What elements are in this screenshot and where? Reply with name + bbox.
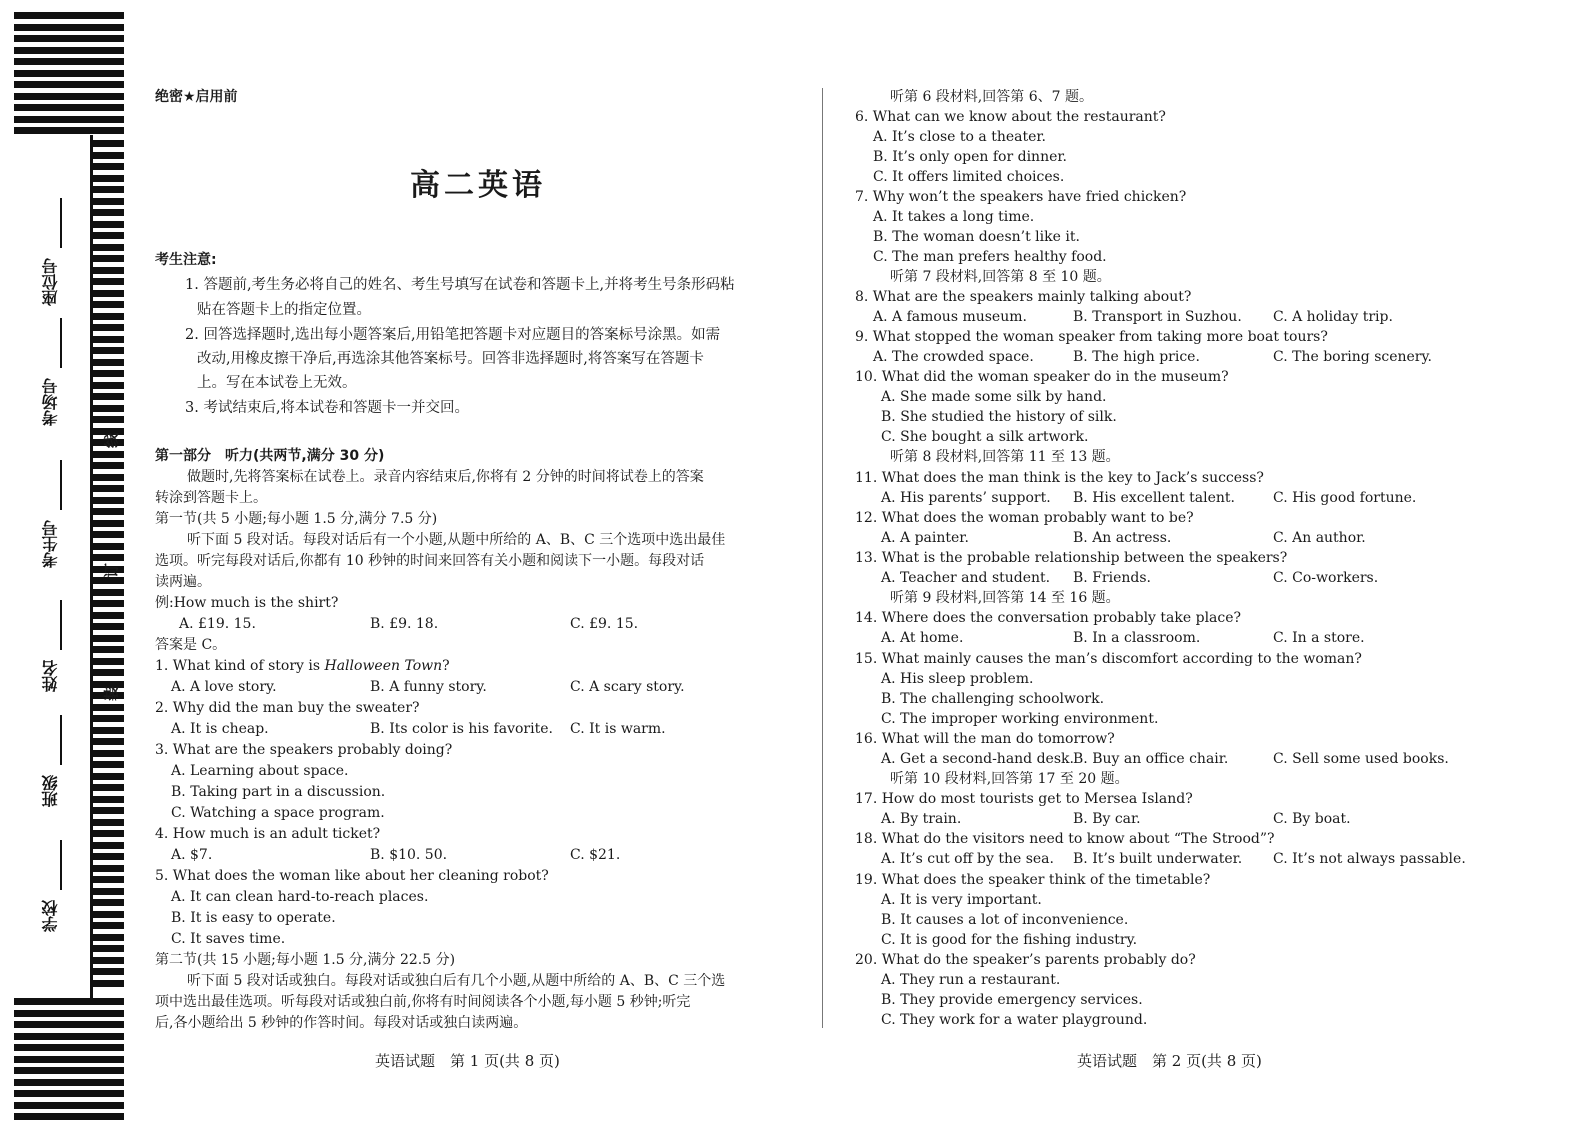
- binding-field-line: [60, 600, 62, 650]
- option-line: A. The crowded space.: [873, 349, 1034, 365]
- barcode-bar: [92, 186, 124, 193]
- part1-heading: 第一部分 听力(共两节,满分 30 分): [155, 448, 385, 464]
- barcode-bar: [92, 807, 124, 814]
- barcode-bar: [92, 784, 124, 791]
- barcode-bar: [14, 1044, 124, 1051]
- binding-mark: 装: [102, 686, 121, 702]
- section2-intro-1: 听下面 5 段对话或独白。每段对话或独白后有几个小题,从题中所给的 A、B、C 三个选: [187, 973, 726, 989]
- option-line: C. His good fortune.: [1273, 490, 1417, 506]
- barcode-bar: [92, 416, 124, 423]
- q5-option-c: C. It saves time.: [171, 931, 286, 947]
- option-line: B. Transport in Suzhou.: [1073, 309, 1242, 325]
- option-line: C. In a store.: [1273, 630, 1365, 646]
- example-option-c: C. £9. 15.: [570, 616, 639, 632]
- option-line: C. It’s not always passable.: [1273, 851, 1466, 867]
- barcode-bar: [92, 451, 124, 458]
- q5-option-a: A. It can clean hard-to-reach places.: [171, 889, 429, 905]
- barcode-bar: [92, 152, 124, 159]
- barcode-bar: [92, 922, 124, 929]
- option-line: B. Friends.: [1073, 570, 1151, 586]
- material-heading: 听第 7 段材料,回答第 8 至 10 题。: [890, 269, 1111, 285]
- question-1-pre: 1. What kind of story is: [155, 658, 325, 674]
- option-line: C. An author.: [1273, 530, 1366, 546]
- barcode-bar: [92, 773, 124, 780]
- barcode-bar: [92, 336, 124, 343]
- option-line: C. The man prefers healthy food.: [873, 249, 1107, 265]
- option-line: B. In a classroom.: [1073, 630, 1201, 646]
- barcode-bar: [92, 830, 124, 837]
- example-option-a: A. £19. 15.: [179, 616, 256, 632]
- barcode-bar: [92, 175, 124, 182]
- q1-option-b: B. A funny story.: [370, 679, 487, 695]
- barcode-bar: [92, 474, 124, 481]
- barcode-bar: [92, 301, 124, 308]
- binding-field-line: [60, 198, 62, 248]
- barcode-bar: [92, 140, 124, 147]
- option-line: B. They provide emergency services.: [881, 992, 1143, 1008]
- question-line: 11. What does the man think is the key to Jack’s success?: [855, 470, 1264, 486]
- barcode-bar: [14, 58, 124, 65]
- question-1-post: ?: [442, 658, 450, 674]
- binding-line: [90, 135, 93, 1000]
- page-footer-2: 英语试题 第 2 页(共 8 页): [1077, 1052, 1262, 1070]
- binding-field-label: 姓名: [41, 660, 60, 692]
- barcode-bar: [92, 209, 124, 216]
- page-footer-1: 英语试题 第 1 页(共 8 页): [375, 1052, 560, 1070]
- option-line: A. A famous museum.: [873, 309, 1027, 325]
- barcode-bar: [92, 819, 124, 826]
- section2-intro-2: 项中选出最佳选项。听每段对话或独白前,你将有时间阅读各个小题,每小题 5 秒钟;听完: [155, 994, 691, 1010]
- option-line: A. At home.: [881, 630, 964, 646]
- notice-item: 3. 考试结束后,将本试卷和答题卡一并交回。: [185, 400, 470, 416]
- page-title: 高二英语: [410, 168, 546, 203]
- barcode-bar: [92, 405, 124, 412]
- question-line: 20. What do the speaker’s parents probably do?: [855, 952, 1196, 968]
- barcode-bar: [14, 116, 124, 123]
- barcode-bar: [92, 635, 124, 642]
- barcode-bar: [92, 600, 124, 607]
- option-line: A. Get a second-hand desk.: [881, 751, 1074, 767]
- barcode-bar: [14, 1021, 124, 1028]
- question-line: 18. What do the visitors need to know about “The Strood”?: [855, 831, 1275, 847]
- barcode-bar: [14, 1090, 124, 1097]
- question-line: 17. How do most tourists get to Mersea Island?: [855, 791, 1193, 807]
- barcode-bar: [14, 1010, 124, 1017]
- q1-option-c: C. A scary story.: [570, 679, 685, 695]
- barcode-bar: [92, 232, 124, 239]
- example-option-b: B. £9. 18.: [370, 616, 439, 632]
- option-line: A. It’s cut off by the sea.: [881, 851, 1054, 867]
- section2-intro-3: 后,各小题给出 5 秒钟的作答时间。每段对话或独白读两遍。: [155, 1015, 528, 1031]
- barcode-bar: [92, 796, 124, 803]
- question-3: 3. What are the speakers probably doing?: [155, 742, 453, 758]
- question-1: [155, 657, 450, 675]
- barcode-bar: [92, 589, 124, 596]
- material-heading: 听第 9 段材料,回答第 14 至 16 题。: [890, 590, 1120, 606]
- barcode-bar: [14, 1102, 124, 1109]
- option-line: C. She bought a silk artwork.: [881, 429, 1089, 445]
- barcode-bar: [92, 658, 124, 665]
- barcode-bar: [92, 508, 124, 515]
- barcode-bar: [92, 865, 124, 872]
- barcode-bar: [92, 290, 124, 297]
- question-line: 10. What did the woman speaker do in the museum?: [855, 369, 1229, 385]
- barcode-bar: [14, 35, 124, 42]
- barcode-bar: [14, 1033, 124, 1040]
- q2-option-c: C. It is warm.: [570, 721, 666, 737]
- question-line: 14. Where does the conversation probably take place?: [855, 610, 1242, 626]
- material-heading: 听第 8 段材料,回答第 11 至 13 题。: [890, 449, 1120, 465]
- option-line: C. The boring scenery.: [1273, 349, 1432, 365]
- barcode-bar: [92, 278, 124, 285]
- notice-item: 上。写在本试卷上无效。: [197, 375, 357, 391]
- binding-field-label: 班级: [41, 775, 60, 807]
- barcode-bar: [92, 359, 124, 366]
- notice-item: 改动,用橡皮擦干净后,再选涂其他答案标号。回答非选择题时,将答案写在答题卡: [197, 351, 704, 367]
- notice-item: 2. 回答选择题时,选出每小题答案后,用铅笔把答题卡对应题目的答案标号涂黑。如需: [185, 327, 721, 343]
- option-line: A. His parents’ support.: [881, 490, 1051, 506]
- question-line: 8. What are the speakers mainly talking about?: [855, 289, 1192, 305]
- barcode-bar: [92, 876, 124, 883]
- barcode-bar: [14, 1067, 124, 1074]
- barcode-bar: [92, 543, 124, 550]
- barcode-bar: [92, 267, 124, 274]
- question-line: 19. What does the speaker think of the timetable?: [855, 872, 1211, 888]
- question-1-title: Halloween Town: [324, 658, 443, 674]
- barcode-bar: [14, 127, 124, 134]
- option-line: B. An actress.: [1073, 530, 1172, 546]
- option-line: C. They work for a water playground.: [881, 1012, 1148, 1028]
- option-line: A. His sleep problem.: [881, 671, 1034, 687]
- example-answer: 答案是 C。: [155, 637, 227, 653]
- material-heading: 听第 10 段材料,回答第 17 至 20 题。: [890, 771, 1129, 787]
- barcode-bar: [14, 47, 124, 54]
- question-line: 7. Why won’t the speakers have fried chicken?: [855, 189, 1187, 205]
- barcode-bar: [92, 968, 124, 975]
- barcode-bar: [92, 899, 124, 906]
- q4-option-a: A. $7.: [171, 847, 213, 863]
- barcode-bar: [92, 704, 124, 711]
- example-question: 例:How much is the shirt?: [155, 595, 339, 611]
- option-line: C. Sell some used books.: [1273, 751, 1449, 767]
- option-line: A. It takes a long time.: [873, 209, 1035, 225]
- barcode-bar: [14, 998, 124, 1005]
- barcode-bar: [92, 244, 124, 251]
- barcode-bar: [14, 81, 124, 88]
- option-line: C. A holiday trip.: [1273, 309, 1393, 325]
- material-heading: 听第 6 段材料,回答第 6、7 题。: [890, 89, 1093, 105]
- barcode-bar: [92, 163, 124, 170]
- barcode-bar: [92, 715, 124, 722]
- barcode-bar: [92, 761, 124, 768]
- option-line: B. It’s built underwater.: [1073, 851, 1243, 867]
- binding-field-line: [60, 318, 62, 368]
- q5-option-b: B. It is easy to operate.: [171, 910, 336, 926]
- barcode-bar: [14, 104, 124, 111]
- option-line: A. By train.: [881, 811, 962, 827]
- barcode-bar: [14, 24, 124, 31]
- option-line: B. By car.: [1073, 811, 1141, 827]
- question-line: 12. What does the woman probably want to be?: [855, 510, 1194, 526]
- barcode-bar: [92, 485, 124, 492]
- barcode-bar: [92, 221, 124, 228]
- option-line: B. The woman doesn’t like it.: [873, 229, 1080, 245]
- binding-field-label: 座位号: [41, 258, 60, 306]
- secrecy-label: 绝密★启用前: [155, 89, 238, 105]
- binding-mark: 线: [102, 433, 121, 449]
- barcode-bar: [92, 888, 124, 895]
- option-line: B. It’s only open for dinner.: [873, 149, 1067, 165]
- barcode-bar: [92, 911, 124, 918]
- barcode-bar: [14, 70, 124, 77]
- barcode-bar: [92, 255, 124, 262]
- barcode-bar: [92, 945, 124, 952]
- column-divider: [822, 88, 823, 1028]
- section1-intro-2: 选项。听完每段对话后,你都有 10 秒钟的时间来回答有关小题和阅读下一小题。每段对话: [155, 553, 705, 569]
- barcode-bar: [92, 531, 124, 538]
- notice-heading: 考生注意:: [155, 252, 217, 268]
- barcode-bar: [92, 727, 124, 734]
- binding-field-line: [60, 460, 62, 510]
- barcode-bar: [92, 497, 124, 504]
- option-line: C. It offers limited choices.: [873, 169, 1065, 185]
- q3-option-a: A. Learning about space.: [171, 763, 349, 779]
- option-line: A. It is very important.: [881, 892, 1042, 908]
- barcode-bar: [92, 842, 124, 849]
- barcode-bar: [92, 934, 124, 941]
- barcode-bar: [14, 1113, 124, 1120]
- option-line: A. A painter.: [881, 530, 969, 546]
- option-line: A. They run a restaurant.: [881, 972, 1061, 988]
- option-line: B. Buy an office chair.: [1073, 751, 1229, 767]
- barcode-bar: [92, 347, 124, 354]
- question-4: 4. How much is an adult ticket?: [155, 826, 381, 842]
- barcode-bar: [92, 669, 124, 676]
- barcode-bar: [92, 646, 124, 653]
- question-line: 13. What is the probable relationship between the speakers?: [855, 550, 1288, 566]
- binding-field-label: 考生号: [41, 520, 60, 568]
- q2-option-b: B. Its color is his favorite.: [370, 721, 553, 737]
- q4-option-c: C. $21.: [570, 847, 621, 863]
- section1-intro-3: 读两遍。: [155, 574, 211, 590]
- barcode-bar: [92, 623, 124, 630]
- binding-strip: [0, 0, 130, 1138]
- barcode-bar: [92, 957, 124, 964]
- barcode-bar: [14, 93, 124, 100]
- section1-intro-1: 听下面 5 段对话。每段对话后有一个小题,从题中所给的 A、B、C 三个选项中选出最佳: [187, 532, 726, 548]
- barcode-bar: [92, 462, 124, 469]
- barcode-bar: [92, 980, 124, 987]
- q2-option-a: A. It is cheap.: [171, 721, 269, 737]
- barcode-bar: [92, 393, 124, 400]
- barcode-bar: [14, 1079, 124, 1086]
- option-line: A. It’s close to a theater.: [873, 129, 1047, 145]
- question-line: 15. What mainly causes the man’s discomfort according to the woman?: [855, 651, 1362, 667]
- barcode-bar: [92, 612, 124, 619]
- option-line: B. The challenging schoolwork.: [881, 691, 1105, 707]
- question-line: 9. What stopped the woman speaker from taking more boat tours?: [855, 329, 1328, 345]
- option-line: C. Co-workers.: [1273, 570, 1379, 586]
- binding-field-line: [60, 840, 62, 890]
- question-5: 5. What does the woman like about her cleaning robot?: [155, 868, 549, 884]
- part1-intro-2: 转涂到答题卡上。: [155, 490, 267, 506]
- binding-field-line: [60, 715, 62, 765]
- option-line: A. She made some silk by hand.: [881, 389, 1107, 405]
- option-line: A. Teacher and student.: [881, 570, 1051, 586]
- option-line: C. By boat.: [1273, 811, 1351, 827]
- question-line: 6. What can we know about the restaurant?: [855, 109, 1166, 125]
- q4-option-b: B. $10. 50.: [370, 847, 448, 863]
- part1-intro-1: 做题时,先将答案标在试卷上。录音内容结束后,你将有 2 分钟的时间将试卷上的答案: [187, 469, 704, 485]
- option-line: B. His excellent talent.: [1073, 490, 1235, 506]
- option-line: C. The improper working environment.: [881, 711, 1159, 727]
- barcode-bar: [92, 324, 124, 331]
- q3-option-c: C. Watching a space program.: [171, 805, 385, 821]
- option-line: C. It is good for the fishing industry.: [881, 932, 1138, 948]
- q1-option-a: A. A love story.: [171, 679, 277, 695]
- barcode-bar: [14, 1056, 124, 1063]
- barcode-bar: [92, 520, 124, 527]
- barcode-bar: [92, 370, 124, 377]
- notice-item: 1. 答题前,考生务必将自己的姓名、考生号填写在试卷和答题卡上,并将考生号条形码粘: [185, 277, 735, 293]
- option-line: B. It causes a lot of inconvenience.: [881, 912, 1129, 928]
- section1-heading: 第一节(共 5 小题;每小题 1.5 分,满分 7.5 分): [155, 511, 438, 527]
- binding-field-label: 学校: [41, 900, 60, 932]
- barcode-bar: [92, 853, 124, 860]
- barcode-bar: [14, 12, 124, 19]
- barcode-bar: [92, 750, 124, 757]
- option-line: B. She studied the history of silk.: [881, 409, 1117, 425]
- notice-item: 贴在答题卡上的指定位置。: [197, 302, 371, 318]
- q3-option-b: B. Taking part in a discussion.: [171, 784, 386, 800]
- binding-field-label: 考场号: [41, 378, 60, 426]
- binding-mark: 订: [102, 563, 121, 579]
- barcode-bar: [92, 738, 124, 745]
- barcode-bar: [92, 198, 124, 205]
- barcode-bar: [92, 382, 124, 389]
- question-2: 2. Why did the man buy the sweater?: [155, 700, 420, 716]
- option-line: B. The high price.: [1073, 349, 1200, 365]
- barcode-bar: [92, 313, 124, 320]
- section2-heading: 第二节(共 15 小题;每小题 1.5 分,满分 22.5 分): [155, 952, 456, 968]
- question-line: 16. What will the man do tomorrow?: [855, 731, 1115, 747]
